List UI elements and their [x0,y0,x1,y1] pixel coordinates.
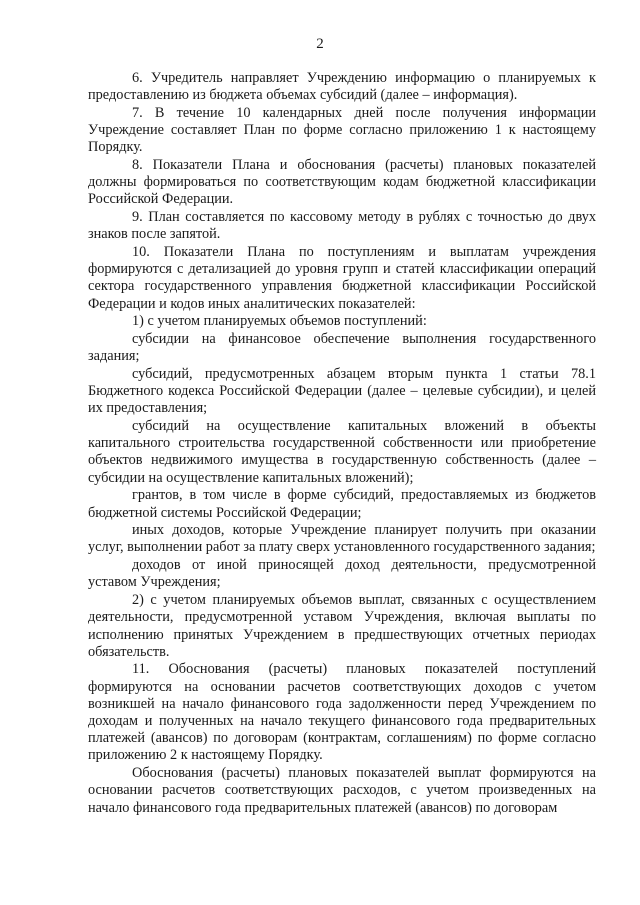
list-item-subsidy-task: субсидии на финансовое обеспечение выполнения государственного задания; [88,331,596,365]
list-item-other-income: иных доходов, которые Учреждение планирует получить при оказании услуг, выполнении работ за плату сверх установленного государственного задания; [88,522,596,556]
list-item-income: 1) с учетом планируемых объемов поступлений: [132,313,427,330]
document-body [88,70,596,817]
paragraph-payments-justification: Обоснования (расчеты) плановых показателей выплат формируются на основании расчетов соответствующих расходов, с учетом произведенных на начало финансового года предварительных платежей (авансов) по договорам [88,765,596,816]
paragraph-8: 8. Показатели Плана и обоснования (расчеты) плановых показателей должны формироваться по соответствующим кодам бюджетной классификации Российской Федерации. [88,157,596,208]
paragraph-10: 10. Показатели Плана по поступлениям и выплатам учреждения формируются с детализацией до уровня групп и статей классификации операций сектора государственного управления бюджетной классификации Российской Федерации и кодов иных аналитических показателей: [88,244,596,312]
paragraph-9: 9. План составляется по кассовому методу в рублях с точностью до двух знаков после запятой. [88,209,596,243]
paragraph-7: 7. В течение 10 календарных дней после получения информации Учреждение составляет План по форме согласно приложению 1 к настоящему Порядку. [88,104,596,156]
paragraph-6: 6. Учредитель направляет Учреждению информацию о планируемых к предоставлению из бюджета объемах субсидий (далее – информация). [88,70,596,104]
list-item-grants: грантов, в том числе в форме субсидий, предоставляемых из бюджетов бюджетной системы Российской Федерации; [88,487,596,521]
list-item-target-subsidies: субсидий, предусмотренных абзацем вторым пункта 1 статьи 78.1 Бюджетного кодекса Российской Федерации (далее – целевые субсидии), и целей их предоставления; [88,365,596,417]
list-item-payments: 2) с учетом планируемых объемов выплат, связанных с осуществлением деятельности, предусмотренной уставом Учреждения, включая выплаты по исполнению принятых Учреждением в предшествующих отчетных периодах обязательств. [88,592,596,660]
list-item-charter-income: доходов от иной приносящей доход деятельности, предусмотренной уставом Учреждения; [88,557,596,591]
page-number: 2 [316,36,324,52]
paragraph-11: 11. Обоснования (расчеты) плановых показателей поступлений формируются на основании расчетов соответствующих доходов с учетом возникшей на начало финансового года задолженности перед Учреждением по доходам и полученных на начало текущего финансового года предварительных платежей (авансов) по договорам (контрактам, соглашениям) по форме согласно приложению 2 к настоящему Порядку. [88,661,596,764]
list-item-capital-subsidies: субсидий на осуществление капитальных вложений в объекты капитального строительства государственной собственности или приобретение объектов недвижимого имущества в государственную собственность (далее – субсидии на осуществление капитальных вложений); [88,418,596,486]
